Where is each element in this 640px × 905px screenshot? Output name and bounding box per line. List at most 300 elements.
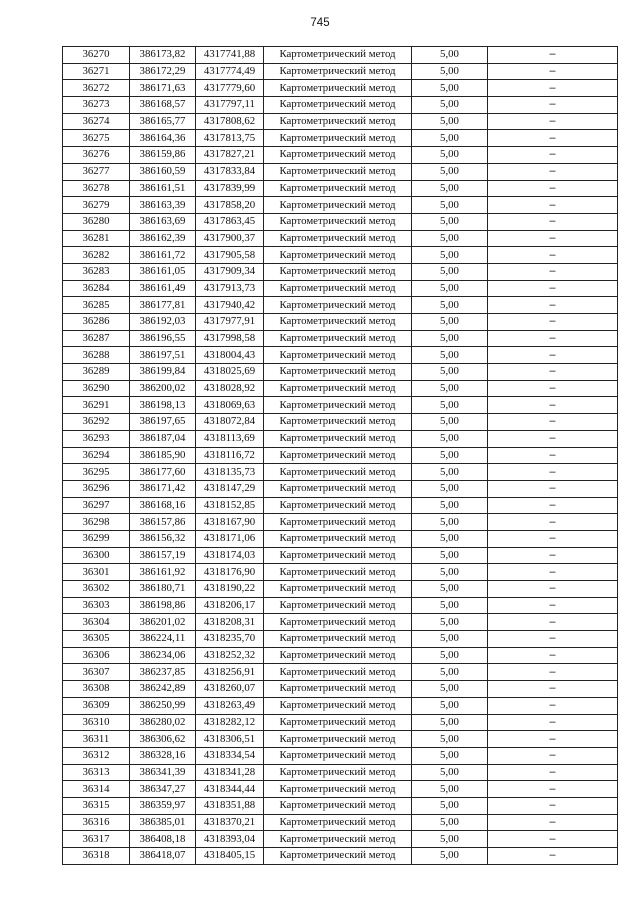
method-cell: Картометрический метод bbox=[264, 97, 412, 114]
description-cell: – bbox=[488, 530, 618, 547]
table-row bbox=[63, 163, 618, 180]
table-row bbox=[63, 514, 618, 531]
method-cell: Картометрический метод bbox=[264, 464, 412, 481]
y-coordinate-cell: 4318028,92 bbox=[196, 380, 264, 397]
method-cell: Картометрический метод bbox=[264, 597, 412, 614]
y-coordinate-cell: 4318069,63 bbox=[196, 397, 264, 414]
description-cell: – bbox=[488, 180, 618, 197]
x-coordinate-cell: 386359,97 bbox=[130, 797, 196, 814]
method-cell: Картометрический метод bbox=[264, 247, 412, 264]
method-cell: Картометрический метод bbox=[264, 330, 412, 347]
description-cell: – bbox=[488, 614, 618, 631]
method-cell: Картометрический метод bbox=[264, 797, 412, 814]
y-coordinate-cell: 4318306,51 bbox=[196, 731, 264, 748]
point-number-cell: 36275 bbox=[63, 130, 130, 147]
point-number-cell: 36282 bbox=[63, 247, 130, 264]
table-row bbox=[63, 347, 618, 364]
x-coordinate-cell: 386161,72 bbox=[130, 247, 196, 264]
y-coordinate-cell: 4318072,84 bbox=[196, 414, 264, 431]
x-coordinate-cell: 386160,59 bbox=[130, 163, 196, 180]
point-number-cell: 36312 bbox=[63, 747, 130, 764]
point-number-cell: 36311 bbox=[63, 731, 130, 748]
table-row bbox=[63, 263, 618, 280]
method-cell: Картометрический метод bbox=[264, 130, 412, 147]
point-number-cell: 36300 bbox=[63, 547, 130, 564]
method-cell: Картометрический метод bbox=[264, 263, 412, 280]
accuracy-cell: 5,00 bbox=[412, 414, 488, 431]
x-coordinate-cell: 386177,60 bbox=[130, 464, 196, 481]
description-cell: – bbox=[488, 147, 618, 164]
x-coordinate-cell: 386197,51 bbox=[130, 347, 196, 364]
coordinates-table-body bbox=[63, 47, 618, 865]
point-number-cell: 36288 bbox=[63, 347, 130, 364]
accuracy-cell: 5,00 bbox=[412, 130, 488, 147]
description-cell: – bbox=[488, 130, 618, 147]
x-coordinate-cell: 386180,71 bbox=[130, 581, 196, 598]
table-row bbox=[63, 564, 618, 581]
description-cell: – bbox=[488, 514, 618, 531]
accuracy-cell: 5,00 bbox=[412, 113, 488, 130]
x-coordinate-cell: 386162,39 bbox=[130, 230, 196, 247]
table-row bbox=[63, 714, 618, 731]
point-number-cell: 36299 bbox=[63, 530, 130, 547]
description-cell: – bbox=[488, 113, 618, 130]
method-cell: Картометрический метод bbox=[264, 430, 412, 447]
y-coordinate-cell: 4318174,03 bbox=[196, 547, 264, 564]
x-coordinate-cell: 386385,01 bbox=[130, 814, 196, 831]
accuracy-cell: 5,00 bbox=[412, 147, 488, 164]
y-coordinate-cell: 4317741,88 bbox=[196, 47, 264, 64]
y-coordinate-cell: 4317808,62 bbox=[196, 113, 264, 130]
description-cell: – bbox=[488, 263, 618, 280]
y-coordinate-cell: 4318147,29 bbox=[196, 480, 264, 497]
y-coordinate-cell: 4318167,90 bbox=[196, 514, 264, 531]
method-cell: Картометрический метод bbox=[264, 714, 412, 731]
table-row bbox=[63, 97, 618, 114]
accuracy-cell: 5,00 bbox=[412, 280, 488, 297]
y-coordinate-cell: 4318341,28 bbox=[196, 764, 264, 781]
x-coordinate-cell: 386224,11 bbox=[130, 631, 196, 648]
point-number-cell: 36315 bbox=[63, 797, 130, 814]
description-cell: – bbox=[488, 764, 618, 781]
accuracy-cell: 5,00 bbox=[412, 797, 488, 814]
accuracy-cell: 5,00 bbox=[412, 848, 488, 865]
x-coordinate-cell: 386198,13 bbox=[130, 397, 196, 414]
accuracy-cell: 5,00 bbox=[412, 697, 488, 714]
description-cell: – bbox=[488, 314, 618, 331]
accuracy-cell: 5,00 bbox=[412, 764, 488, 781]
table-row bbox=[63, 731, 618, 748]
point-number-cell: 36317 bbox=[63, 831, 130, 848]
x-coordinate-cell: 386165,77 bbox=[130, 113, 196, 130]
y-coordinate-cell: 4317858,20 bbox=[196, 197, 264, 214]
accuracy-cell: 5,00 bbox=[412, 831, 488, 848]
method-cell: Картометрический метод bbox=[264, 547, 412, 564]
accuracy-cell: 5,00 bbox=[412, 63, 488, 80]
y-coordinate-cell: 4318282,12 bbox=[196, 714, 264, 731]
table-row bbox=[63, 247, 618, 264]
point-number-cell: 36284 bbox=[63, 280, 130, 297]
accuracy-cell: 5,00 bbox=[412, 514, 488, 531]
table-row bbox=[63, 430, 618, 447]
method-cell: Картометрический метод bbox=[264, 380, 412, 397]
x-coordinate-cell: 386163,69 bbox=[130, 213, 196, 230]
description-cell: – bbox=[488, 213, 618, 230]
accuracy-cell: 5,00 bbox=[412, 347, 488, 364]
description-cell: – bbox=[488, 364, 618, 381]
table-row bbox=[63, 848, 618, 865]
table-row bbox=[63, 280, 618, 297]
description-cell: – bbox=[488, 297, 618, 314]
accuracy-cell: 5,00 bbox=[412, 814, 488, 831]
method-cell: Картометрический метод bbox=[264, 63, 412, 80]
point-number-cell: 36287 bbox=[63, 330, 130, 347]
point-number-cell: 36303 bbox=[63, 597, 130, 614]
table-row bbox=[63, 647, 618, 664]
point-number-cell: 36293 bbox=[63, 430, 130, 447]
description-cell: – bbox=[488, 280, 618, 297]
method-cell: Картометрический метод bbox=[264, 814, 412, 831]
table-row bbox=[63, 230, 618, 247]
table-row bbox=[63, 581, 618, 598]
point-number-cell: 36302 bbox=[63, 581, 130, 598]
y-coordinate-cell: 4317900,37 bbox=[196, 230, 264, 247]
description-cell: – bbox=[488, 497, 618, 514]
accuracy-cell: 5,00 bbox=[412, 163, 488, 180]
x-coordinate-cell: 386157,19 bbox=[130, 547, 196, 564]
table-row bbox=[63, 47, 618, 64]
method-cell: Картометрический метод bbox=[264, 314, 412, 331]
method-cell: Картометрический метод bbox=[264, 364, 412, 381]
point-number-cell: 36279 bbox=[63, 197, 130, 214]
y-coordinate-cell: 4317833,84 bbox=[196, 163, 264, 180]
page-number: 745 bbox=[310, 17, 330, 29]
x-coordinate-cell: 386185,90 bbox=[130, 447, 196, 464]
y-coordinate-cell: 4318025,69 bbox=[196, 364, 264, 381]
point-number-cell: 36289 bbox=[63, 364, 130, 381]
method-cell: Картометрический метод bbox=[264, 514, 412, 531]
point-number-cell: 36285 bbox=[63, 297, 130, 314]
accuracy-cell: 5,00 bbox=[412, 530, 488, 547]
coordinates-table bbox=[62, 46, 618, 865]
description-cell: – bbox=[488, 447, 618, 464]
y-coordinate-cell: 4318252,32 bbox=[196, 647, 264, 664]
table-row bbox=[63, 147, 618, 164]
accuracy-cell: 5,00 bbox=[412, 380, 488, 397]
x-coordinate-cell: 386161,92 bbox=[130, 564, 196, 581]
y-coordinate-cell: 4318260,07 bbox=[196, 681, 264, 698]
accuracy-cell: 5,00 bbox=[412, 631, 488, 648]
point-number-cell: 36305 bbox=[63, 631, 130, 648]
y-coordinate-cell: 4317839,99 bbox=[196, 180, 264, 197]
x-coordinate-cell: 386173,82 bbox=[130, 47, 196, 64]
method-cell: Картометрический метод bbox=[264, 297, 412, 314]
table-row bbox=[63, 297, 618, 314]
table-row bbox=[63, 480, 618, 497]
accuracy-cell: 5,00 bbox=[412, 497, 488, 514]
method-cell: Картометрический метод bbox=[264, 581, 412, 598]
description-cell: – bbox=[488, 247, 618, 264]
point-number-cell: 36304 bbox=[63, 614, 130, 631]
description-cell: – bbox=[488, 581, 618, 598]
description-cell: – bbox=[488, 697, 618, 714]
point-number-cell: 36291 bbox=[63, 397, 130, 414]
y-coordinate-cell: 4318334,54 bbox=[196, 747, 264, 764]
method-cell: Картометрический метод bbox=[264, 564, 412, 581]
y-coordinate-cell: 4317909,34 bbox=[196, 263, 264, 280]
x-coordinate-cell: 386242,89 bbox=[130, 681, 196, 698]
y-coordinate-cell: 4318256,91 bbox=[196, 664, 264, 681]
table-row bbox=[63, 631, 618, 648]
accuracy-cell: 5,00 bbox=[412, 664, 488, 681]
accuracy-cell: 5,00 bbox=[412, 597, 488, 614]
table-row bbox=[63, 314, 618, 331]
x-coordinate-cell: 386199,84 bbox=[130, 364, 196, 381]
y-coordinate-cell: 4318344,44 bbox=[196, 781, 264, 798]
y-coordinate-cell: 4317998,58 bbox=[196, 330, 264, 347]
x-coordinate-cell: 386172,29 bbox=[130, 63, 196, 80]
method-cell: Картометрический метод bbox=[264, 163, 412, 180]
x-coordinate-cell: 386161,51 bbox=[130, 180, 196, 197]
accuracy-cell: 5,00 bbox=[412, 397, 488, 414]
x-coordinate-cell: 386200,02 bbox=[130, 380, 196, 397]
x-coordinate-cell: 386347,27 bbox=[130, 781, 196, 798]
x-coordinate-cell: 386418,07 bbox=[130, 848, 196, 865]
point-number-cell: 36292 bbox=[63, 414, 130, 431]
table-row bbox=[63, 180, 618, 197]
point-number-cell: 36310 bbox=[63, 714, 130, 731]
table-row bbox=[63, 213, 618, 230]
accuracy-cell: 5,00 bbox=[412, 197, 488, 214]
table-row bbox=[63, 497, 618, 514]
accuracy-cell: 5,00 bbox=[412, 714, 488, 731]
description-cell: – bbox=[488, 647, 618, 664]
table-row bbox=[63, 113, 618, 130]
y-coordinate-cell: 4318113,69 bbox=[196, 430, 264, 447]
description-cell: – bbox=[488, 63, 618, 80]
y-coordinate-cell: 4317905,58 bbox=[196, 247, 264, 264]
description-cell: – bbox=[488, 47, 618, 64]
description-cell: – bbox=[488, 197, 618, 214]
x-coordinate-cell: 386192,03 bbox=[130, 314, 196, 331]
x-coordinate-cell: 386196,55 bbox=[130, 330, 196, 347]
x-coordinate-cell: 386187,04 bbox=[130, 430, 196, 447]
table-row bbox=[63, 664, 618, 681]
description-cell: – bbox=[488, 414, 618, 431]
point-number-cell: 36278 bbox=[63, 180, 130, 197]
y-coordinate-cell: 4317977,91 bbox=[196, 314, 264, 331]
method-cell: Картометрический метод bbox=[264, 397, 412, 414]
x-coordinate-cell: 386237,85 bbox=[130, 664, 196, 681]
y-coordinate-cell: 4318351,88 bbox=[196, 797, 264, 814]
point-number-cell: 36274 bbox=[63, 113, 130, 130]
description-cell: – bbox=[488, 80, 618, 97]
method-cell: Картометрический метод bbox=[264, 647, 412, 664]
description-cell: – bbox=[488, 480, 618, 497]
accuracy-cell: 5,00 bbox=[412, 180, 488, 197]
y-coordinate-cell: 4318171,06 bbox=[196, 530, 264, 547]
method-cell: Картометрический метод bbox=[264, 831, 412, 848]
point-number-cell: 36276 bbox=[63, 147, 130, 164]
accuracy-cell: 5,00 bbox=[412, 364, 488, 381]
method-cell: Картометрический метод bbox=[264, 230, 412, 247]
table-row bbox=[63, 764, 618, 781]
accuracy-cell: 5,00 bbox=[412, 97, 488, 114]
description-cell: – bbox=[488, 330, 618, 347]
x-coordinate-cell: 386201,02 bbox=[130, 614, 196, 631]
method-cell: Картометрический метод bbox=[264, 447, 412, 464]
y-coordinate-cell: 4318135,73 bbox=[196, 464, 264, 481]
table-row bbox=[63, 197, 618, 214]
x-coordinate-cell: 386156,32 bbox=[130, 530, 196, 547]
y-coordinate-cell: 4318405,15 bbox=[196, 848, 264, 865]
point-number-cell: 36296 bbox=[63, 480, 130, 497]
point-number-cell: 36314 bbox=[63, 781, 130, 798]
table-row bbox=[63, 797, 618, 814]
point-number-cell: 36318 bbox=[63, 848, 130, 865]
y-coordinate-cell: 4318176,90 bbox=[196, 564, 264, 581]
description-cell: – bbox=[488, 97, 618, 114]
table-row bbox=[63, 681, 618, 698]
y-coordinate-cell: 4317913,73 bbox=[196, 280, 264, 297]
point-number-cell: 36281 bbox=[63, 230, 130, 247]
accuracy-cell: 5,00 bbox=[412, 297, 488, 314]
accuracy-cell: 5,00 bbox=[412, 781, 488, 798]
method-cell: Картометрический метод bbox=[264, 213, 412, 230]
description-cell: – bbox=[488, 714, 618, 731]
description-cell: – bbox=[488, 664, 618, 681]
accuracy-cell: 5,00 bbox=[412, 80, 488, 97]
point-number-cell: 36307 bbox=[63, 664, 130, 681]
accuracy-cell: 5,00 bbox=[412, 447, 488, 464]
method-cell: Картометрический метод bbox=[264, 747, 412, 764]
method-cell: Картометрический метод bbox=[264, 147, 412, 164]
description-cell: – bbox=[488, 397, 618, 414]
method-cell: Картометрический метод bbox=[264, 848, 412, 865]
accuracy-cell: 5,00 bbox=[412, 681, 488, 698]
x-coordinate-cell: 386168,16 bbox=[130, 497, 196, 514]
x-coordinate-cell: 386171,42 bbox=[130, 480, 196, 497]
y-coordinate-cell: 4317940,42 bbox=[196, 297, 264, 314]
accuracy-cell: 5,00 bbox=[412, 247, 488, 264]
table-row bbox=[63, 530, 618, 547]
accuracy-cell: 5,00 bbox=[412, 747, 488, 764]
method-cell: Картометрический метод bbox=[264, 530, 412, 547]
point-number-cell: 36277 bbox=[63, 163, 130, 180]
y-coordinate-cell: 4318152,85 bbox=[196, 497, 264, 514]
y-coordinate-cell: 4318116,72 bbox=[196, 447, 264, 464]
table-row bbox=[63, 831, 618, 848]
accuracy-cell: 5,00 bbox=[412, 564, 488, 581]
method-cell: Картометрический метод bbox=[264, 681, 412, 698]
point-number-cell: 36295 bbox=[63, 464, 130, 481]
accuracy-cell: 5,00 bbox=[412, 581, 488, 598]
accuracy-cell: 5,00 bbox=[412, 213, 488, 230]
y-coordinate-cell: 4318004,43 bbox=[196, 347, 264, 364]
table-row bbox=[63, 397, 618, 414]
point-number-cell: 36286 bbox=[63, 314, 130, 331]
table-row bbox=[63, 597, 618, 614]
x-coordinate-cell: 386161,05 bbox=[130, 263, 196, 280]
y-coordinate-cell: 4317813,75 bbox=[196, 130, 264, 147]
accuracy-cell: 5,00 bbox=[412, 430, 488, 447]
accuracy-cell: 5,00 bbox=[412, 547, 488, 564]
point-number-cell: 36280 bbox=[63, 213, 130, 230]
method-cell: Картометрический метод bbox=[264, 731, 412, 748]
point-number-cell: 36270 bbox=[63, 47, 130, 64]
x-coordinate-cell: 386177,81 bbox=[130, 297, 196, 314]
method-cell: Картометрический метод bbox=[264, 697, 412, 714]
table-row bbox=[63, 747, 618, 764]
method-cell: Картометрический метод bbox=[264, 614, 412, 631]
x-coordinate-cell: 386168,57 bbox=[130, 97, 196, 114]
description-cell: – bbox=[488, 163, 618, 180]
x-coordinate-cell: 386161,49 bbox=[130, 280, 196, 297]
y-coordinate-cell: 4318190,22 bbox=[196, 581, 264, 598]
point-number-cell: 36272 bbox=[63, 80, 130, 97]
table-row bbox=[63, 364, 618, 381]
table-row bbox=[63, 80, 618, 97]
description-cell: – bbox=[488, 464, 618, 481]
method-cell: Картометрический метод bbox=[264, 113, 412, 130]
method-cell: Картометрический метод bbox=[264, 347, 412, 364]
x-coordinate-cell: 386164,36 bbox=[130, 130, 196, 147]
x-coordinate-cell: 386157,86 bbox=[130, 514, 196, 531]
method-cell: Картометрический метод bbox=[264, 197, 412, 214]
table-row bbox=[63, 614, 618, 631]
method-cell: Картометрический метод bbox=[264, 764, 412, 781]
point-number-cell: 36290 bbox=[63, 380, 130, 397]
method-cell: Картометрический метод bbox=[264, 280, 412, 297]
point-number-cell: 36306 bbox=[63, 647, 130, 664]
description-cell: – bbox=[488, 848, 618, 865]
point-number-cell: 36283 bbox=[63, 263, 130, 280]
table-row bbox=[63, 547, 618, 564]
y-coordinate-cell: 4317797,11 bbox=[196, 97, 264, 114]
description-cell: – bbox=[488, 380, 618, 397]
table-row bbox=[63, 697, 618, 714]
description-cell: – bbox=[488, 831, 618, 848]
y-coordinate-cell: 4317774,49 bbox=[196, 63, 264, 80]
point-number-cell: 36301 bbox=[63, 564, 130, 581]
accuracy-cell: 5,00 bbox=[412, 464, 488, 481]
point-number-cell: 36308 bbox=[63, 681, 130, 698]
description-cell: – bbox=[488, 781, 618, 798]
table-row bbox=[63, 781, 618, 798]
description-cell: – bbox=[488, 597, 618, 614]
method-cell: Картометрический метод bbox=[264, 480, 412, 497]
y-coordinate-cell: 4317863,45 bbox=[196, 213, 264, 230]
x-coordinate-cell: 386328,16 bbox=[130, 747, 196, 764]
description-cell: – bbox=[488, 797, 618, 814]
accuracy-cell: 5,00 bbox=[412, 731, 488, 748]
point-number-cell: 36313 bbox=[63, 764, 130, 781]
description-cell: – bbox=[488, 731, 618, 748]
description-cell: – bbox=[488, 230, 618, 247]
table-row bbox=[63, 414, 618, 431]
description-cell: – bbox=[488, 564, 618, 581]
table-row bbox=[63, 380, 618, 397]
table-row bbox=[63, 130, 618, 147]
accuracy-cell: 5,00 bbox=[412, 614, 488, 631]
y-coordinate-cell: 4318263,49 bbox=[196, 697, 264, 714]
point-number-cell: 36309 bbox=[63, 697, 130, 714]
method-cell: Картометрический метод bbox=[264, 80, 412, 97]
point-number-cell: 36298 bbox=[63, 514, 130, 531]
method-cell: Картометрический метод bbox=[264, 664, 412, 681]
x-coordinate-cell: 386306,62 bbox=[130, 731, 196, 748]
x-coordinate-cell: 386408,18 bbox=[130, 831, 196, 848]
